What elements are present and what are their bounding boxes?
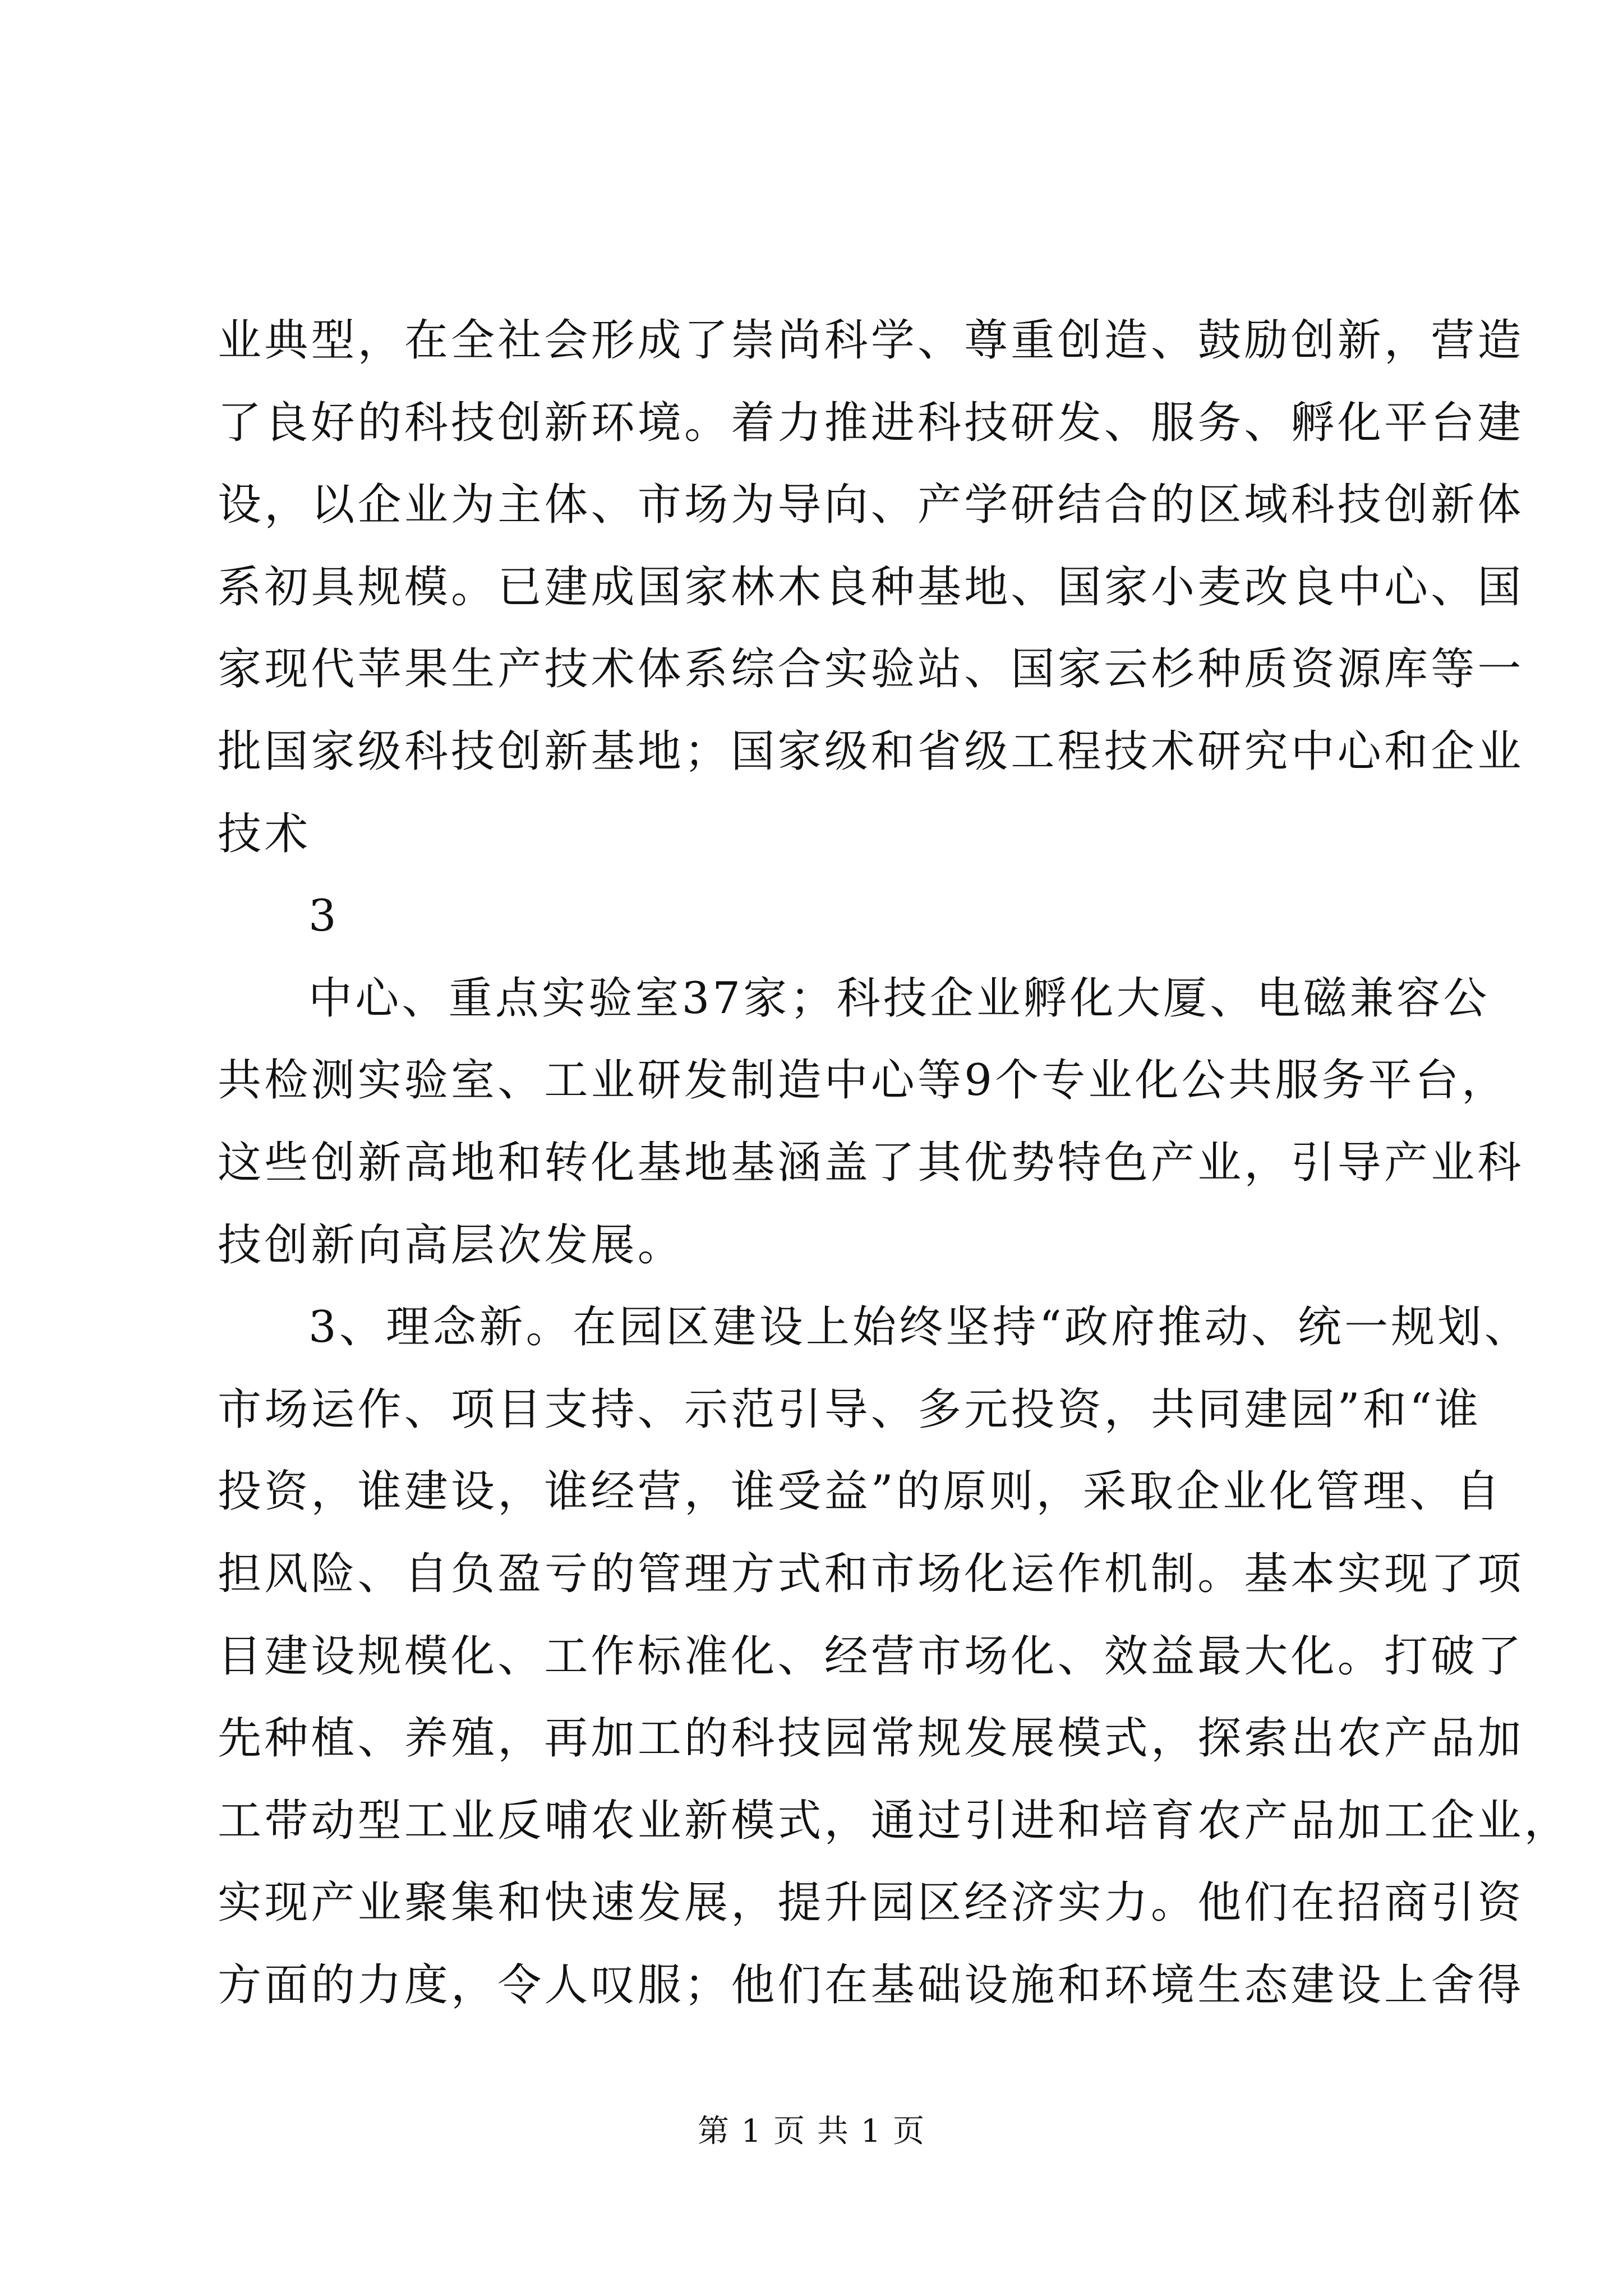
text-line: 担风险、自负盈亏的管理方式和市场化运作机制。基本实现了项 bbox=[218, 1548, 1524, 1599]
text-line: 投资，谁建设，谁经营，谁受益”的原则，采取企业化管理、自 bbox=[218, 1466, 1503, 1517]
text-line: 目建设规模化、工作标准化、经营市场化、效益最大化。打破了 bbox=[218, 1631, 1524, 1682]
text-line: 系初具规模。已建成国家林木良种基地、国家小麦改良中心、国 bbox=[218, 562, 1524, 613]
text-line: 技术 bbox=[218, 808, 311, 859]
text-line: 了良好的科技创新环境。着力推进科技研发、服务、孵化平台建 bbox=[218, 397, 1524, 448]
text-line: 设，以企业为主体、市场为导向、产学研结合的区域科技创新体 bbox=[218, 480, 1524, 531]
text-line: 家现代苹果生产技术体系综合实验站、国家云杉种质资源库等一 bbox=[218, 644, 1524, 695]
text-line: 这些创新高地和转化基地基涵盖了其优势特色产业，引导产业科 bbox=[218, 1137, 1524, 1188]
body-text bbox=[218, 300, 1571, 2026]
text-line: 工带动型工业反哺农业新模式，通过引进和培育农产品加工企业， bbox=[218, 1795, 1571, 1846]
text-line: 批国家级科技创新基地；国家级和省级工程技术研究中心和企业 bbox=[218, 726, 1524, 777]
text-line: 市场运作、项目支持、示范引导、多元投资，共同建园”和“谁 bbox=[218, 1384, 1482, 1435]
text-line: 实现产业聚集和快速发展，提升园区经济实力。他们在招商引资 bbox=[218, 1878, 1524, 1929]
text-line: 先种植、养殖，再加工的科技园常规发展模式，探索出农产品加 bbox=[218, 1713, 1524, 1764]
text-line: 业典型，在全社会形成了崇尚科学、尊重创造、鼓励创新，营造 bbox=[218, 315, 1524, 366]
text-line: 方面的力度，令人叹服；他们在基础设施和环境生态建设上舍得 bbox=[218, 1959, 1524, 2010]
page-footer: 第 1 页 共 1 页 bbox=[697, 2113, 926, 2150]
text-line: 共检测实验室、工业研发制造中心等9个专业化公共服务平台， bbox=[218, 1055, 1509, 1106]
text-line: 3、理念新。在园区建设上始终坚持“政府推动、统一规划、 bbox=[308, 1302, 1531, 1353]
page-number-text: 3 bbox=[308, 891, 339, 942]
text-line: 技创新向高层次发展。 bbox=[218, 1220, 685, 1271]
text-line: 中心、重点实验室37家；科技企业孵化大厦、电磁兼容公 bbox=[308, 973, 1490, 1024]
